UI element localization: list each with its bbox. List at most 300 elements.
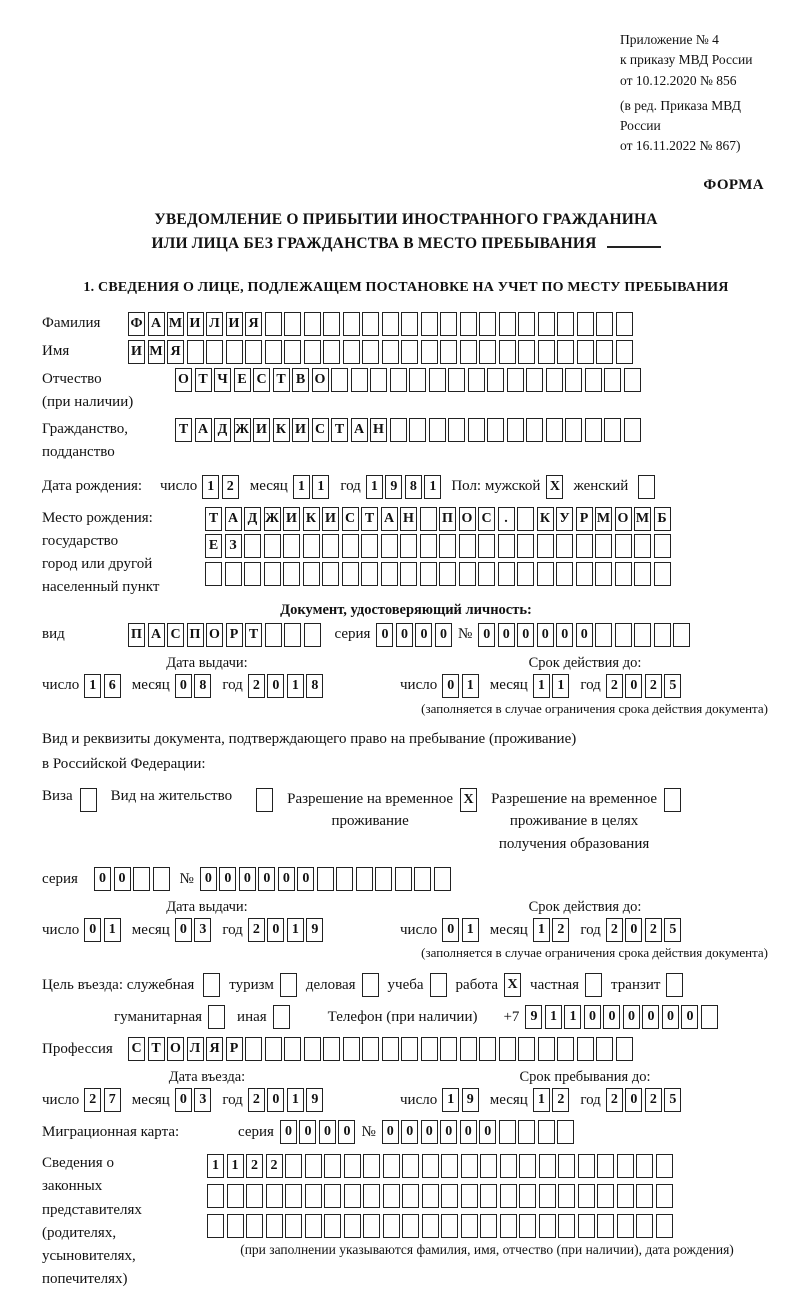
char-cell[interactable]: Ч bbox=[214, 368, 231, 392]
char-cell[interactable]: К bbox=[303, 507, 320, 531]
char-cell[interactable]: 1 bbox=[287, 1088, 304, 1112]
char-cell[interactable] bbox=[225, 562, 242, 586]
char-cell[interactable] bbox=[538, 340, 555, 364]
char-cell[interactable]: А bbox=[195, 418, 212, 442]
char-cell[interactable]: 9 bbox=[525, 1005, 542, 1029]
char-cell[interactable]: 0 bbox=[219, 867, 236, 891]
char-cell[interactable]: 0 bbox=[537, 623, 554, 647]
char-cell[interactable] bbox=[256, 788, 273, 812]
char-cell[interactable]: 0 bbox=[267, 674, 284, 698]
char-cell[interactable] bbox=[362, 312, 379, 336]
char-cell[interactable] bbox=[526, 418, 543, 442]
char-cell[interactable] bbox=[539, 1184, 556, 1208]
char-cell[interactable]: М bbox=[167, 312, 184, 336]
char-cell[interactable]: С bbox=[253, 368, 270, 392]
char-cell[interactable] bbox=[401, 312, 418, 336]
char-cell[interactable]: 0 bbox=[84, 918, 101, 942]
char-cell[interactable] bbox=[577, 340, 594, 364]
char-cell[interactable] bbox=[597, 1184, 614, 1208]
char-cell[interactable] bbox=[342, 534, 359, 558]
char-cell[interactable] bbox=[390, 418, 407, 442]
char-cell[interactable] bbox=[578, 1154, 595, 1178]
char-cell[interactable] bbox=[381, 562, 398, 586]
char-cell[interactable] bbox=[585, 973, 602, 997]
char-cell[interactable] bbox=[401, 1037, 418, 1061]
char-cell[interactable]: О bbox=[206, 623, 223, 647]
char-cell[interactable] bbox=[517, 562, 534, 586]
char-cell[interactable] bbox=[656, 1154, 673, 1178]
char-cell[interactable]: 1 bbox=[104, 918, 121, 942]
char-cell[interactable] bbox=[280, 973, 297, 997]
char-cell[interactable] bbox=[578, 1214, 595, 1238]
char-cell[interactable] bbox=[351, 368, 368, 392]
char-cell[interactable] bbox=[499, 1120, 516, 1144]
char-cell[interactable]: 5 bbox=[664, 918, 681, 942]
char-cell[interactable]: Т bbox=[195, 368, 212, 392]
char-cell[interactable] bbox=[595, 623, 612, 647]
char-cell[interactable] bbox=[557, 340, 574, 364]
char-cell[interactable]: 1 bbox=[552, 674, 569, 698]
char-cell[interactable] bbox=[596, 340, 613, 364]
char-cell[interactable]: М bbox=[634, 507, 651, 531]
char-cell[interactable]: 3 bbox=[194, 918, 211, 942]
char-cell[interactable]: 9 bbox=[462, 1088, 479, 1112]
char-cell[interactable]: Р bbox=[576, 507, 593, 531]
char-cell[interactable] bbox=[500, 1184, 517, 1208]
char-cell[interactable] bbox=[362, 340, 379, 364]
char-cell[interactable] bbox=[207, 1184, 224, 1208]
char-cell[interactable] bbox=[265, 340, 282, 364]
char-cell[interactable]: 0 bbox=[479, 1120, 496, 1144]
char-cell[interactable]: Л bbox=[187, 1037, 204, 1061]
char-cell[interactable]: 8 bbox=[306, 674, 323, 698]
char-cell[interactable] bbox=[478, 562, 495, 586]
char-cell[interactable]: . bbox=[498, 507, 515, 531]
char-cell[interactable]: 2 bbox=[606, 674, 623, 698]
char-cell[interactable] bbox=[439, 534, 456, 558]
char-cell[interactable]: С bbox=[478, 507, 495, 531]
char-cell[interactable]: 9 bbox=[385, 475, 402, 499]
char-cell[interactable] bbox=[422, 1154, 439, 1178]
char-cell[interactable] bbox=[375, 867, 392, 891]
char-cell[interactable] bbox=[499, 312, 516, 336]
char-cell[interactable]: X bbox=[460, 788, 477, 812]
char-cell[interactable]: Д bbox=[244, 507, 261, 531]
char-cell[interactable] bbox=[402, 1184, 419, 1208]
char-cell[interactable]: 0 bbox=[623, 1005, 640, 1029]
char-cell[interactable] bbox=[322, 562, 339, 586]
char-cell[interactable]: И bbox=[283, 507, 300, 531]
char-cell[interactable]: 0 bbox=[319, 1120, 336, 1144]
char-cell[interactable] bbox=[519, 1214, 536, 1238]
char-cell[interactable]: 0 bbox=[258, 867, 275, 891]
char-cell[interactable] bbox=[382, 1037, 399, 1061]
char-cell[interactable] bbox=[187, 340, 204, 364]
char-cell[interactable] bbox=[468, 368, 485, 392]
char-cell[interactable]: П bbox=[439, 507, 456, 531]
char-cell[interactable]: 0 bbox=[442, 674, 459, 698]
char-cell[interactable] bbox=[557, 1037, 574, 1061]
char-cell[interactable]: 8 bbox=[194, 674, 211, 698]
char-cell[interactable] bbox=[205, 562, 222, 586]
char-cell[interactable]: И bbox=[187, 312, 204, 336]
char-cell[interactable]: 3 bbox=[194, 1088, 211, 1112]
char-cell[interactable] bbox=[284, 312, 301, 336]
char-cell[interactable]: 2 bbox=[645, 674, 662, 698]
char-cell[interactable] bbox=[266, 1214, 283, 1238]
char-cell[interactable]: 0 bbox=[625, 674, 642, 698]
char-cell[interactable] bbox=[500, 1214, 517, 1238]
char-cell[interactable] bbox=[480, 1184, 497, 1208]
char-cell[interactable]: 9 bbox=[306, 918, 323, 942]
char-cell[interactable] bbox=[577, 312, 594, 336]
char-cell[interactable]: 1 bbox=[312, 475, 329, 499]
char-cell[interactable] bbox=[615, 562, 632, 586]
char-cell[interactable] bbox=[537, 562, 554, 586]
char-cell[interactable]: 1 bbox=[462, 918, 479, 942]
char-cell[interactable] bbox=[344, 1184, 361, 1208]
char-cell[interactable]: 1 bbox=[84, 674, 101, 698]
char-cell[interactable] bbox=[203, 973, 220, 997]
char-cell[interactable] bbox=[420, 562, 437, 586]
char-cell[interactable]: 1 bbox=[207, 1154, 224, 1178]
char-cell[interactable]: Я bbox=[206, 1037, 223, 1061]
char-cell[interactable] bbox=[480, 1214, 497, 1238]
char-cell[interactable]: Т bbox=[205, 507, 222, 531]
char-cell[interactable]: А bbox=[381, 507, 398, 531]
char-cell[interactable]: 0 bbox=[396, 623, 413, 647]
char-cell[interactable]: С bbox=[167, 623, 184, 647]
char-cell[interactable]: 0 bbox=[421, 1120, 438, 1144]
char-cell[interactable] bbox=[634, 534, 651, 558]
char-cell[interactable] bbox=[264, 562, 281, 586]
char-cell[interactable] bbox=[395, 867, 412, 891]
char-cell[interactable]: К bbox=[537, 507, 554, 531]
char-cell[interactable] bbox=[656, 1214, 673, 1238]
char-cell[interactable]: О bbox=[459, 507, 476, 531]
char-cell[interactable] bbox=[479, 1037, 496, 1061]
char-cell[interactable] bbox=[479, 340, 496, 364]
char-cell[interactable]: А bbox=[148, 623, 165, 647]
char-cell[interactable]: 0 bbox=[175, 918, 192, 942]
char-cell[interactable] bbox=[245, 340, 262, 364]
char-cell[interactable] bbox=[322, 534, 339, 558]
char-cell[interactable] bbox=[324, 1184, 341, 1208]
char-cell[interactable]: Ф bbox=[128, 312, 145, 336]
char-cell[interactable] bbox=[370, 368, 387, 392]
char-cell[interactable] bbox=[499, 340, 516, 364]
char-cell[interactable] bbox=[656, 1184, 673, 1208]
char-cell[interactable] bbox=[324, 1154, 341, 1178]
char-cell[interactable]: 2 bbox=[606, 918, 623, 942]
char-cell[interactable]: 1 bbox=[533, 918, 550, 942]
char-cell[interactable] bbox=[518, 340, 535, 364]
char-cell[interactable]: 2 bbox=[645, 918, 662, 942]
char-cell[interactable] bbox=[440, 312, 457, 336]
char-cell[interactable] bbox=[638, 475, 655, 499]
char-cell[interactable] bbox=[304, 340, 321, 364]
char-cell[interactable] bbox=[539, 1214, 556, 1238]
char-cell[interactable]: В bbox=[292, 368, 309, 392]
char-cell[interactable]: 2 bbox=[246, 1154, 263, 1178]
char-cell[interactable]: 0 bbox=[278, 867, 295, 891]
char-cell[interactable]: С bbox=[312, 418, 329, 442]
char-cell[interactable]: 0 bbox=[576, 623, 593, 647]
char-cell[interactable]: 1 bbox=[442, 1088, 459, 1112]
char-cell[interactable] bbox=[362, 973, 379, 997]
char-cell[interactable]: 1 bbox=[293, 475, 310, 499]
char-cell[interactable]: 2 bbox=[552, 1088, 569, 1112]
char-cell[interactable]: И bbox=[226, 312, 243, 336]
char-cell[interactable]: 1 bbox=[564, 1005, 581, 1029]
char-cell[interactable] bbox=[518, 1120, 535, 1144]
char-cell[interactable] bbox=[342, 562, 359, 586]
char-cell[interactable]: 1 bbox=[424, 475, 441, 499]
char-cell[interactable] bbox=[265, 312, 282, 336]
char-cell[interactable] bbox=[461, 1154, 478, 1178]
char-cell[interactable]: 0 bbox=[175, 674, 192, 698]
char-cell[interactable]: М bbox=[148, 340, 165, 364]
char-cell[interactable]: 0 bbox=[94, 867, 111, 891]
char-cell[interactable]: Т bbox=[273, 368, 290, 392]
char-cell[interactable]: 0 bbox=[442, 918, 459, 942]
char-cell[interactable]: 0 bbox=[297, 867, 314, 891]
char-cell[interactable]: Ж bbox=[264, 507, 281, 531]
char-cell[interactable] bbox=[460, 312, 477, 336]
char-cell[interactable]: 9 bbox=[306, 1088, 323, 1112]
char-cell[interactable] bbox=[595, 534, 612, 558]
char-cell[interactable]: Р bbox=[226, 623, 243, 647]
char-cell[interactable]: 0 bbox=[440, 1120, 457, 1144]
char-cell[interactable] bbox=[615, 534, 632, 558]
char-cell[interactable]: 0 bbox=[114, 867, 131, 891]
char-cell[interactable] bbox=[596, 312, 613, 336]
char-cell[interactable]: 0 bbox=[401, 1120, 418, 1144]
char-cell[interactable]: 2 bbox=[606, 1088, 623, 1112]
char-cell[interactable] bbox=[654, 562, 671, 586]
char-cell[interactable] bbox=[244, 534, 261, 558]
char-cell[interactable] bbox=[305, 1154, 322, 1178]
char-cell[interactable]: 2 bbox=[266, 1154, 283, 1178]
char-cell[interactable] bbox=[701, 1005, 718, 1029]
char-cell[interactable] bbox=[383, 1214, 400, 1238]
char-cell[interactable]: Н bbox=[370, 418, 387, 442]
char-cell[interactable] bbox=[616, 1037, 633, 1061]
char-cell[interactable] bbox=[558, 1154, 575, 1178]
char-cell[interactable] bbox=[421, 340, 438, 364]
char-cell[interactable] bbox=[420, 534, 437, 558]
char-cell[interactable] bbox=[538, 1120, 555, 1144]
char-cell[interactable]: Н bbox=[400, 507, 417, 531]
char-cell[interactable] bbox=[461, 1184, 478, 1208]
char-cell[interactable] bbox=[664, 788, 681, 812]
char-cell[interactable] bbox=[537, 534, 554, 558]
char-cell[interactable]: 0 bbox=[280, 1120, 297, 1144]
char-cell[interactable] bbox=[617, 1154, 634, 1178]
char-cell[interactable]: 0 bbox=[625, 1088, 642, 1112]
char-cell[interactable]: 0 bbox=[642, 1005, 659, 1029]
char-cell[interactable] bbox=[556, 562, 573, 586]
char-cell[interactable]: 2 bbox=[645, 1088, 662, 1112]
char-cell[interactable] bbox=[440, 340, 457, 364]
char-cell[interactable]: А bbox=[148, 312, 165, 336]
char-cell[interactable]: 5 bbox=[664, 674, 681, 698]
char-cell[interactable] bbox=[507, 368, 524, 392]
char-cell[interactable] bbox=[576, 562, 593, 586]
char-cell[interactable]: И bbox=[322, 507, 339, 531]
char-cell[interactable]: 0 bbox=[200, 867, 217, 891]
char-cell[interactable]: 0 bbox=[662, 1005, 679, 1029]
char-cell[interactable] bbox=[343, 1037, 360, 1061]
char-cell[interactable] bbox=[565, 368, 582, 392]
char-cell[interactable] bbox=[487, 368, 504, 392]
char-cell[interactable] bbox=[356, 867, 373, 891]
char-cell[interactable] bbox=[557, 1120, 574, 1144]
char-cell[interactable]: X bbox=[546, 475, 563, 499]
char-cell[interactable] bbox=[361, 534, 378, 558]
char-cell[interactable] bbox=[383, 1184, 400, 1208]
char-cell[interactable] bbox=[441, 1214, 458, 1238]
char-cell[interactable] bbox=[246, 1214, 263, 1238]
char-cell[interactable] bbox=[636, 1184, 653, 1208]
char-cell[interactable] bbox=[666, 973, 683, 997]
char-cell[interactable]: А bbox=[225, 507, 242, 531]
char-cell[interactable]: 1 bbox=[202, 475, 219, 499]
char-cell[interactable] bbox=[285, 1214, 302, 1238]
char-cell[interactable] bbox=[208, 1005, 225, 1029]
char-cell[interactable] bbox=[336, 867, 353, 891]
char-cell[interactable] bbox=[227, 1184, 244, 1208]
char-cell[interactable]: 5 bbox=[664, 1088, 681, 1112]
char-cell[interactable]: С bbox=[128, 1037, 145, 1061]
char-cell[interactable] bbox=[422, 1184, 439, 1208]
char-cell[interactable] bbox=[539, 1154, 556, 1178]
char-cell[interactable] bbox=[597, 1154, 614, 1178]
char-cell[interactable]: 0 bbox=[478, 623, 495, 647]
char-cell[interactable] bbox=[517, 534, 534, 558]
char-cell[interactable] bbox=[487, 418, 504, 442]
char-cell[interactable] bbox=[468, 418, 485, 442]
char-cell[interactable] bbox=[283, 562, 300, 586]
char-cell[interactable]: О bbox=[615, 507, 632, 531]
char-cell[interactable]: 1 bbox=[227, 1154, 244, 1178]
char-cell[interactable] bbox=[323, 1037, 340, 1061]
char-cell[interactable] bbox=[585, 368, 602, 392]
char-cell[interactable]: 0 bbox=[556, 623, 573, 647]
char-cell[interactable] bbox=[597, 1214, 614, 1238]
char-cell[interactable] bbox=[636, 1154, 653, 1178]
char-cell[interactable] bbox=[538, 312, 555, 336]
char-cell[interactable]: 2 bbox=[248, 918, 265, 942]
char-cell[interactable] bbox=[507, 418, 524, 442]
char-cell[interactable]: 2 bbox=[222, 475, 239, 499]
char-cell[interactable] bbox=[421, 312, 438, 336]
char-cell[interactable] bbox=[576, 534, 593, 558]
char-cell[interactable]: 1 bbox=[545, 1005, 562, 1029]
char-cell[interactable]: 0 bbox=[498, 623, 515, 647]
char-cell[interactable]: Ж bbox=[234, 418, 251, 442]
char-cell[interactable] bbox=[304, 312, 321, 336]
char-cell[interactable]: 2 bbox=[248, 1088, 265, 1112]
char-cell[interactable] bbox=[382, 312, 399, 336]
char-cell[interactable] bbox=[343, 312, 360, 336]
char-cell[interactable] bbox=[400, 562, 417, 586]
char-cell[interactable] bbox=[499, 1037, 516, 1061]
char-cell[interactable] bbox=[381, 534, 398, 558]
char-cell[interactable] bbox=[500, 1154, 517, 1178]
char-cell[interactable] bbox=[305, 1184, 322, 1208]
char-cell[interactable] bbox=[498, 562, 515, 586]
char-cell[interactable]: Е bbox=[234, 368, 251, 392]
char-cell[interactable] bbox=[414, 867, 431, 891]
char-cell[interactable] bbox=[382, 340, 399, 364]
char-cell[interactable] bbox=[420, 507, 437, 531]
char-cell[interactable] bbox=[498, 534, 515, 558]
char-cell[interactable] bbox=[459, 562, 476, 586]
char-cell[interactable] bbox=[323, 340, 340, 364]
char-cell[interactable]: П bbox=[128, 623, 145, 647]
char-cell[interactable]: X bbox=[504, 973, 521, 997]
char-cell[interactable] bbox=[265, 623, 282, 647]
char-cell[interactable] bbox=[617, 1184, 634, 1208]
char-cell[interactable]: 2 bbox=[248, 674, 265, 698]
char-cell[interactable]: О bbox=[167, 1037, 184, 1061]
char-cell[interactable] bbox=[448, 418, 465, 442]
char-cell[interactable] bbox=[654, 534, 671, 558]
char-cell[interactable] bbox=[519, 1184, 536, 1208]
char-cell[interactable] bbox=[440, 1037, 457, 1061]
char-cell[interactable]: 0 bbox=[584, 1005, 601, 1029]
char-cell[interactable] bbox=[401, 340, 418, 364]
char-cell[interactable]: 0 bbox=[267, 918, 284, 942]
char-cell[interactable]: 0 bbox=[175, 1088, 192, 1112]
char-cell[interactable] bbox=[303, 534, 320, 558]
char-cell[interactable] bbox=[518, 1037, 535, 1061]
char-cell[interactable]: О bbox=[312, 368, 329, 392]
char-cell[interactable] bbox=[390, 368, 407, 392]
char-cell[interactable] bbox=[402, 1154, 419, 1178]
char-cell[interactable] bbox=[402, 1214, 419, 1238]
char-cell[interactable]: 1 bbox=[533, 1088, 550, 1112]
char-cell[interactable] bbox=[615, 623, 632, 647]
char-cell[interactable] bbox=[430, 973, 447, 997]
char-cell[interactable] bbox=[577, 1037, 594, 1061]
char-cell[interactable]: 0 bbox=[239, 867, 256, 891]
char-cell[interactable]: И bbox=[292, 418, 309, 442]
char-cell[interactable] bbox=[285, 1154, 302, 1178]
char-cell[interactable] bbox=[409, 368, 426, 392]
char-cell[interactable]: 1 bbox=[287, 674, 304, 698]
char-cell[interactable]: У bbox=[556, 507, 573, 531]
char-cell[interactable] bbox=[604, 368, 621, 392]
char-cell[interactable]: З bbox=[225, 534, 242, 558]
char-cell[interactable] bbox=[517, 507, 534, 531]
char-cell[interactable] bbox=[526, 368, 543, 392]
char-cell[interactable] bbox=[317, 867, 334, 891]
char-cell[interactable] bbox=[323, 312, 340, 336]
char-cell[interactable] bbox=[344, 1154, 361, 1178]
char-cell[interactable] bbox=[244, 562, 261, 586]
char-cell[interactable]: 1 bbox=[462, 674, 479, 698]
char-cell[interactable] bbox=[616, 340, 633, 364]
char-cell[interactable] bbox=[245, 1037, 262, 1061]
char-cell[interactable] bbox=[304, 623, 321, 647]
char-cell[interactable] bbox=[604, 418, 621, 442]
char-cell[interactable]: П bbox=[187, 623, 204, 647]
char-cell[interactable] bbox=[409, 418, 426, 442]
char-cell[interactable] bbox=[546, 418, 563, 442]
char-cell[interactable]: 6 bbox=[104, 674, 121, 698]
